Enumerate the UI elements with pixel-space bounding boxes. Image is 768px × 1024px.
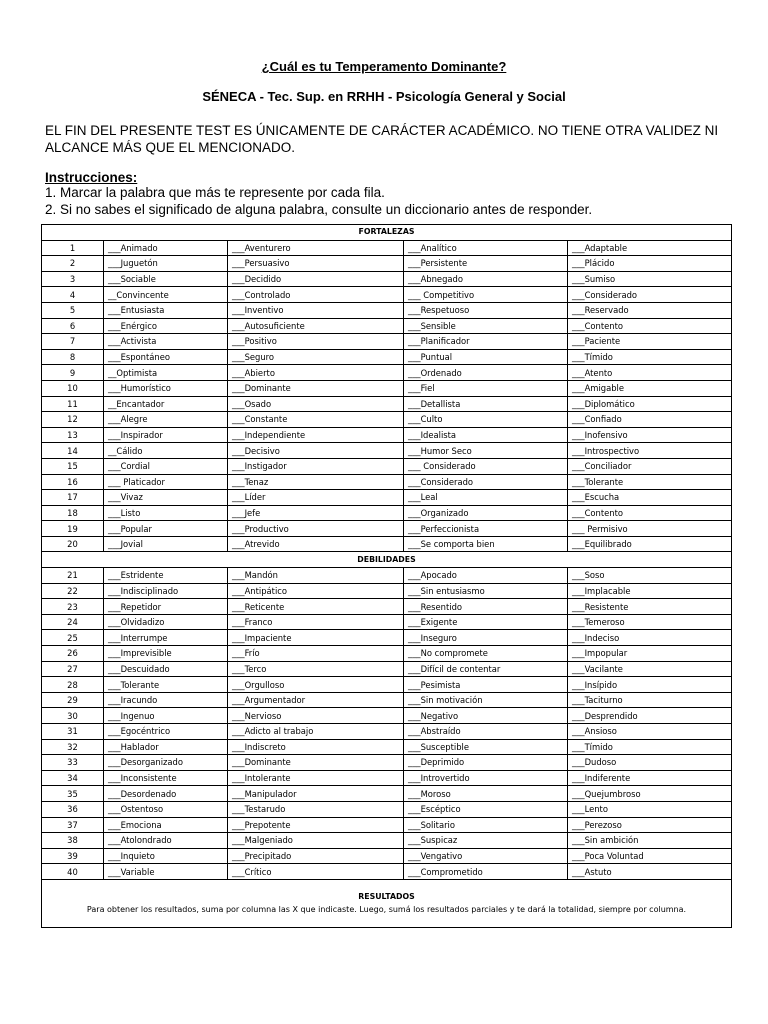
option-col-4[interactable]: ___Equilibrado — [568, 536, 732, 552]
option-col-3[interactable]: ___Sin entusiasmo — [404, 583, 568, 599]
option-col-2[interactable]: ___Constante — [228, 412, 404, 428]
table-row — [42, 349, 732, 365]
option-col-2[interactable]: ___Precipitado — [228, 848, 404, 864]
table-row — [42, 365, 732, 381]
table-row — [42, 755, 732, 771]
option-col-3[interactable]: ___Abstraído — [404, 724, 568, 740]
option-col-3[interactable]: ___ Competitivo — [404, 287, 568, 303]
option-col-1[interactable]: ___Tolerante — [104, 677, 228, 693]
option-col-2[interactable]: ___Manipulador — [228, 786, 404, 802]
option-col-3[interactable]: ___Negativo — [404, 708, 568, 724]
option-col-4[interactable]: ___Contento — [568, 318, 732, 334]
option-col-3[interactable]: ___Persistente — [404, 256, 568, 272]
row-number: 40 — [42, 864, 104, 880]
option-col-3[interactable]: ___Comprometido — [404, 864, 568, 880]
option-col-3[interactable]: ___Culto — [404, 412, 568, 428]
option-col-3[interactable]: ___Fiel — [404, 380, 568, 396]
table-row — [42, 708, 732, 724]
option-col-2[interactable]: ___Testarudo — [228, 801, 404, 817]
option-col-2[interactable]: ___Reticente — [228, 599, 404, 615]
option-col-2[interactable]: ___Intolerante — [228, 770, 404, 786]
table-row — [42, 490, 732, 506]
option-col-2[interactable]: ___Seguro — [228, 349, 404, 365]
option-col-4[interactable]: ___Sin ambición — [568, 833, 732, 849]
option-col-1[interactable]: ___Ingenuo — [104, 708, 228, 724]
row-number: 12 — [42, 412, 104, 428]
row-number: 18 — [42, 505, 104, 521]
option-col-3[interactable]: ___Pesimista — [404, 677, 568, 693]
option-col-2[interactable]: ___Líder — [228, 490, 404, 506]
document-title: ¿Cuál es tu Temperamento Dominante? — [261, 59, 507, 74]
option-col-4[interactable]: ___Sumiso — [568, 271, 732, 287]
option-col-2[interactable]: ___Dominante — [228, 755, 404, 771]
option-col-1[interactable]: ___Activista — [104, 334, 228, 350]
option-col-2[interactable]: ___Atrevido — [228, 536, 404, 552]
row-number: 38 — [42, 833, 104, 849]
option-col-3[interactable]: ___Exigente — [404, 614, 568, 630]
row-number: 2 — [42, 256, 104, 272]
option-col-2[interactable]: ___Jefe — [228, 505, 404, 521]
option-col-1[interactable]: ___Variable — [104, 864, 228, 880]
table-row — [42, 599, 732, 615]
option-col-4[interactable]: ___Diplomático — [568, 396, 732, 412]
option-col-4[interactable]: ___Tolerante — [568, 474, 732, 490]
option-col-4[interactable]: ___Conciliador — [568, 458, 732, 474]
table-row — [42, 864, 732, 880]
row-number: 30 — [42, 708, 104, 724]
row-number: 27 — [42, 661, 104, 677]
option-col-1[interactable]: ___Inspirador — [104, 427, 228, 443]
option-col-4[interactable]: ___ Permisivo — [568, 521, 732, 537]
option-col-4[interactable]: ___Confiado — [568, 412, 732, 428]
document-subtitle: SÉNECA - Tec. Sup. en RRHH - Psicología General y Social — [202, 89, 566, 104]
option-col-2[interactable]: ___Controlado — [228, 287, 404, 303]
option-col-4[interactable]: ___Taciturno — [568, 692, 732, 708]
row-number: 33 — [42, 755, 104, 771]
results-row — [42, 879, 732, 927]
row-number: 6 — [42, 318, 104, 334]
option-col-1[interactable]: ___Repetidor — [104, 599, 228, 615]
results-title: RESULTADOS — [358, 892, 415, 902]
option-col-2[interactable]: ___Decidido — [228, 271, 404, 287]
row-number: 22 — [42, 583, 104, 599]
option-col-3[interactable]: ___Inseguro — [404, 630, 568, 646]
option-col-3[interactable]: ___ Considerado — [404, 458, 568, 474]
table-row — [42, 427, 732, 443]
row-number: 3 — [42, 271, 104, 287]
temperament-test-table — [41, 224, 732, 928]
option-col-2[interactable]: ___Instigador — [228, 458, 404, 474]
option-col-2[interactable]: ___Nervioso — [228, 708, 404, 724]
option-col-1[interactable]: ___Listo — [104, 505, 228, 521]
option-col-4[interactable]: ___Dudoso — [568, 755, 732, 771]
option-col-1[interactable]: ___Iracundo — [104, 692, 228, 708]
option-col-4[interactable]: ___Impopular — [568, 646, 732, 662]
table-row — [42, 801, 732, 817]
results-text: Para obtener los resultados, suma por columna las X que indicaste. Luego, sumá los resultados parciales y te dará la totalidad, siempre por columna. — [86, 905, 687, 915]
table-row — [42, 568, 732, 584]
option-col-1[interactable]: __Optimista — [104, 365, 228, 381]
option-col-4[interactable]: ___Perezoso — [568, 817, 732, 833]
option-col-4[interactable]: ___Indiferente — [568, 770, 732, 786]
option-col-3[interactable]: ___Puntual — [404, 349, 568, 365]
option-col-3[interactable]: ___Perfeccionista — [404, 521, 568, 537]
option-col-2[interactable]: ___Dominante — [228, 380, 404, 396]
option-col-1[interactable]: ___Emociona — [104, 817, 228, 833]
option-col-4[interactable]: ___Reservado — [568, 302, 732, 318]
option-col-1[interactable]: ___Vivaz — [104, 490, 228, 506]
row-number: 8 — [42, 349, 104, 365]
option-col-1[interactable]: ___Interrumpe — [104, 630, 228, 646]
option-col-1[interactable]: ___Inquieto — [104, 848, 228, 864]
option-col-3[interactable]: ___Organizado — [404, 505, 568, 521]
option-col-1[interactable]: ___Olvidadizo — [104, 614, 228, 630]
option-col-1[interactable]: ___Animado — [104, 240, 228, 256]
table-row — [42, 443, 732, 459]
option-col-2[interactable]: ___Prepotente — [228, 817, 404, 833]
table-row — [42, 302, 732, 318]
option-col-3[interactable]: ___Deprimido — [404, 755, 568, 771]
option-col-4[interactable]: ___Tímido — [568, 739, 732, 755]
option-col-2[interactable]: ___Orgulloso — [228, 677, 404, 693]
instruction-step-2: 2. Si no sabes el significado de alguna palabra, consulte un diccionario antes de responder. — [45, 202, 593, 217]
table-row — [42, 677, 732, 693]
option-col-2[interactable]: ___Mandón — [228, 568, 404, 584]
option-col-1[interactable]: ___Egocéntrico — [104, 724, 228, 740]
option-col-4[interactable]: ___Vacilante — [568, 661, 732, 677]
option-col-1[interactable]: ___Ostentoso — [104, 801, 228, 817]
option-col-4[interactable]: ___Soso — [568, 568, 732, 584]
table-row — [42, 318, 732, 334]
option-col-2[interactable]: ___Osado — [228, 396, 404, 412]
row-number: 1 — [42, 240, 104, 256]
row-number: 11 — [42, 396, 104, 412]
row-number: 20 — [42, 536, 104, 552]
option-col-1[interactable]: __Encantador — [104, 396, 228, 412]
option-col-2[interactable]: ___Franco — [228, 614, 404, 630]
option-col-2[interactable]: ___Malgeniado — [228, 833, 404, 849]
row-number: 37 — [42, 817, 104, 833]
option-col-3[interactable]: ___Solitario — [404, 817, 568, 833]
option-col-2[interactable]: ___Terco — [228, 661, 404, 677]
option-col-4[interactable]: ___Contento — [568, 505, 732, 521]
option-col-2[interactable]: ___Abierto — [228, 365, 404, 381]
option-col-4[interactable]: ___Astuto — [568, 864, 732, 880]
table-row — [42, 848, 732, 864]
option-col-2[interactable]: ___Impaciente — [228, 630, 404, 646]
row-number: 10 — [42, 380, 104, 396]
option-col-2[interactable]: ___Persuasivo — [228, 256, 404, 272]
row-number: 5 — [42, 302, 104, 318]
option-col-1[interactable]: ___Cordial — [104, 458, 228, 474]
table-row — [42, 287, 732, 303]
option-col-3[interactable]: ___Detallista — [404, 396, 568, 412]
table-row — [42, 458, 732, 474]
option-col-3[interactable]: ___Abnegado — [404, 271, 568, 287]
row-number: 39 — [42, 848, 104, 864]
option-col-1[interactable]: ___Entusiasta — [104, 302, 228, 318]
option-col-3[interactable]: ___Resentido — [404, 599, 568, 615]
option-col-2[interactable]: ___Productivo — [228, 521, 404, 537]
option-col-1[interactable]: ___Juguetón — [104, 256, 228, 272]
option-col-1[interactable]: ___Desorganizado — [104, 755, 228, 771]
row-number: 13 — [42, 427, 104, 443]
row-number: 25 — [42, 630, 104, 646]
table-row — [42, 692, 732, 708]
option-col-4[interactable]: ___Insípido — [568, 677, 732, 693]
option-col-1[interactable]: __Convincente — [104, 287, 228, 303]
results-cell — [42, 879, 732, 927]
table-row — [42, 614, 732, 630]
table-row — [42, 786, 732, 802]
table-row — [42, 817, 732, 833]
table-row — [42, 630, 732, 646]
row-number: 14 — [42, 443, 104, 459]
table-row — [42, 396, 732, 412]
option-col-3[interactable]: ___Planificador — [404, 334, 568, 350]
table-row — [42, 271, 732, 287]
option-col-3[interactable]: ___Idealista — [404, 427, 568, 443]
instruction-step-1: 1. Marcar la palabra que más te represente por cada fila. — [45, 185, 385, 200]
row-number: 21 — [42, 568, 104, 584]
option-col-3[interactable]: ___Analítico — [404, 240, 568, 256]
option-col-3[interactable]: ___Humor Seco — [404, 443, 568, 459]
option-col-3[interactable]: ___Apocado — [404, 568, 568, 584]
option-col-4[interactable]: ___Inofensivo — [568, 427, 732, 443]
option-col-2[interactable]: ___Indiscreto — [228, 739, 404, 755]
option-col-1[interactable]: ___Desordenado — [104, 786, 228, 802]
row-number: 26 — [42, 646, 104, 662]
option-col-1[interactable]: ___Inconsistente — [104, 770, 228, 786]
table-row — [42, 770, 732, 786]
option-col-4[interactable]: ___Paciente — [568, 334, 732, 350]
option-col-4[interactable]: ___Plácido — [568, 256, 732, 272]
option-col-1[interactable]: ___Sociable — [104, 271, 228, 287]
row-number: 24 — [42, 614, 104, 630]
option-col-3[interactable]: ___Vengativo — [404, 848, 568, 864]
option-col-2[interactable]: ___Adicto al trabajo — [228, 724, 404, 740]
table-row — [42, 521, 732, 537]
option-col-4[interactable]: ___Implacable — [568, 583, 732, 599]
option-col-2[interactable]: ___Positivo — [228, 334, 404, 350]
option-col-1[interactable]: ___Atolondrado — [104, 833, 228, 849]
option-col-1[interactable]: ___Descuidado — [104, 661, 228, 677]
option-col-1[interactable]: ___Alegre — [104, 412, 228, 428]
option-col-3[interactable]: ___Respetuoso — [404, 302, 568, 318]
table-row — [42, 661, 732, 677]
option-col-4[interactable]: ___Resistente — [568, 599, 732, 615]
row-number: 7 — [42, 334, 104, 350]
option-col-1[interactable]: ___Popular — [104, 521, 228, 537]
option-col-2[interactable]: ___Crítico — [228, 864, 404, 880]
option-col-1[interactable]: __Cálido — [104, 443, 228, 459]
option-col-3[interactable]: ___Suspicaz — [404, 833, 568, 849]
option-col-3[interactable]: ___Susceptible — [404, 739, 568, 755]
option-col-1[interactable]: ___ Platicador — [104, 474, 228, 490]
option-col-3[interactable]: ___Sin motivación — [404, 692, 568, 708]
row-number: 19 — [42, 521, 104, 537]
section-header-row — [42, 552, 732, 568]
row-number: 34 — [42, 770, 104, 786]
option-col-4[interactable]: ___Amigable — [568, 380, 732, 396]
table-row — [42, 474, 732, 490]
disclaimer-text: EL FIN DEL PRESENTE TEST ES ÚNICAMENTE DE CARÁCTER ACADÉMICO. NO TIENE OTRA VALIDEZ NI ALCANCE MÁS QUE EL MENCIONADO. — [45, 123, 719, 155]
option-col-4[interactable]: ___Lento — [568, 801, 732, 817]
row-number: 15 — [42, 458, 104, 474]
option-col-2[interactable]: ___Frío — [228, 646, 404, 662]
option-col-2[interactable]: ___Aventurero — [228, 240, 404, 256]
option-col-3[interactable]: ___Ordenado — [404, 365, 568, 381]
option-col-3[interactable]: ___Sensible — [404, 318, 568, 334]
option-col-3[interactable]: ___Moroso — [404, 786, 568, 802]
row-number: 16 — [42, 474, 104, 490]
section-strengths: FORTALEZAS — [42, 225, 732, 241]
row-number: 17 — [42, 490, 104, 506]
row-number: 36 — [42, 801, 104, 817]
row-number: 29 — [42, 692, 104, 708]
option-col-1[interactable]: ___Enérgico — [104, 318, 228, 334]
table-row — [42, 724, 732, 740]
table-row — [42, 240, 732, 256]
option-col-2[interactable]: ___Decisivo — [228, 443, 404, 459]
option-col-4[interactable]: ___Adaptable — [568, 240, 732, 256]
row-number: 31 — [42, 724, 104, 740]
option-col-2[interactable]: ___Independiente — [228, 427, 404, 443]
option-col-3[interactable]: ___Se comporta bien — [404, 536, 568, 552]
instructions-heading: Instrucciones: — [45, 170, 138, 185]
option-col-4[interactable]: ___Temeroso — [568, 614, 732, 630]
row-number: 35 — [42, 786, 104, 802]
option-col-4[interactable]: ___Tímido — [568, 349, 732, 365]
table-row — [42, 334, 732, 350]
table-row — [42, 536, 732, 552]
option-col-1[interactable]: ___Indisciplinado — [104, 583, 228, 599]
row-number: 4 — [42, 287, 104, 303]
option-col-1[interactable]: ___Espontáneo — [104, 349, 228, 365]
option-col-3[interactable]: ___Difícil de contentar — [404, 661, 568, 677]
table-row — [42, 583, 732, 599]
row-number: 23 — [42, 599, 104, 615]
option-col-2[interactable]: ___Autosuficiente — [228, 318, 404, 334]
option-col-1[interactable]: ___Humorístico — [104, 380, 228, 396]
option-col-4[interactable]: ___Quejumbroso — [568, 786, 732, 802]
table-row — [42, 646, 732, 662]
option-col-2[interactable]: ___Antipático — [228, 583, 404, 599]
table-row — [42, 380, 732, 396]
option-col-4[interactable]: ___Atento — [568, 365, 732, 381]
option-col-1[interactable]: ___Jovial — [104, 536, 228, 552]
table-row — [42, 412, 732, 428]
option-col-3[interactable]: ___Escéptico — [404, 801, 568, 817]
option-col-4[interactable]: ___Ansioso — [568, 724, 732, 740]
section-header-row — [42, 225, 732, 241]
table-row — [42, 739, 732, 755]
option-col-4[interactable]: ___Indeciso — [568, 630, 732, 646]
option-col-4[interactable]: ___Desprendido — [568, 708, 732, 724]
option-col-2[interactable]: ___Inventivo — [228, 302, 404, 318]
option-col-3[interactable]: ___No compromete — [404, 646, 568, 662]
table-row — [42, 833, 732, 849]
row-number: 32 — [42, 739, 104, 755]
option-col-3[interactable]: ___Considerado — [404, 474, 568, 490]
row-number: 28 — [42, 677, 104, 693]
option-col-3[interactable]: ___Leal — [404, 490, 568, 506]
option-col-1[interactable]: ___Imprevisible — [104, 646, 228, 662]
option-col-2[interactable]: ___Argumentador — [228, 692, 404, 708]
option-col-2[interactable]: ___Tenaz — [228, 474, 404, 490]
option-col-1[interactable]: ___Estridente — [104, 568, 228, 584]
table-row — [42, 505, 732, 521]
row-number: 9 — [42, 365, 104, 381]
option-col-4[interactable]: ___Escucha — [568, 490, 732, 506]
table-row — [42, 256, 732, 272]
option-col-4[interactable]: ___Considerado — [568, 287, 732, 303]
option-col-1[interactable]: ___Hablador — [104, 739, 228, 755]
option-col-4[interactable]: ___Poca Voluntad — [568, 848, 732, 864]
option-col-3[interactable]: ___Introvertido — [404, 770, 568, 786]
option-col-4[interactable]: ___Introspectivo — [568, 443, 732, 459]
section-weaknesses: DEBILIDADES — [42, 552, 732, 568]
